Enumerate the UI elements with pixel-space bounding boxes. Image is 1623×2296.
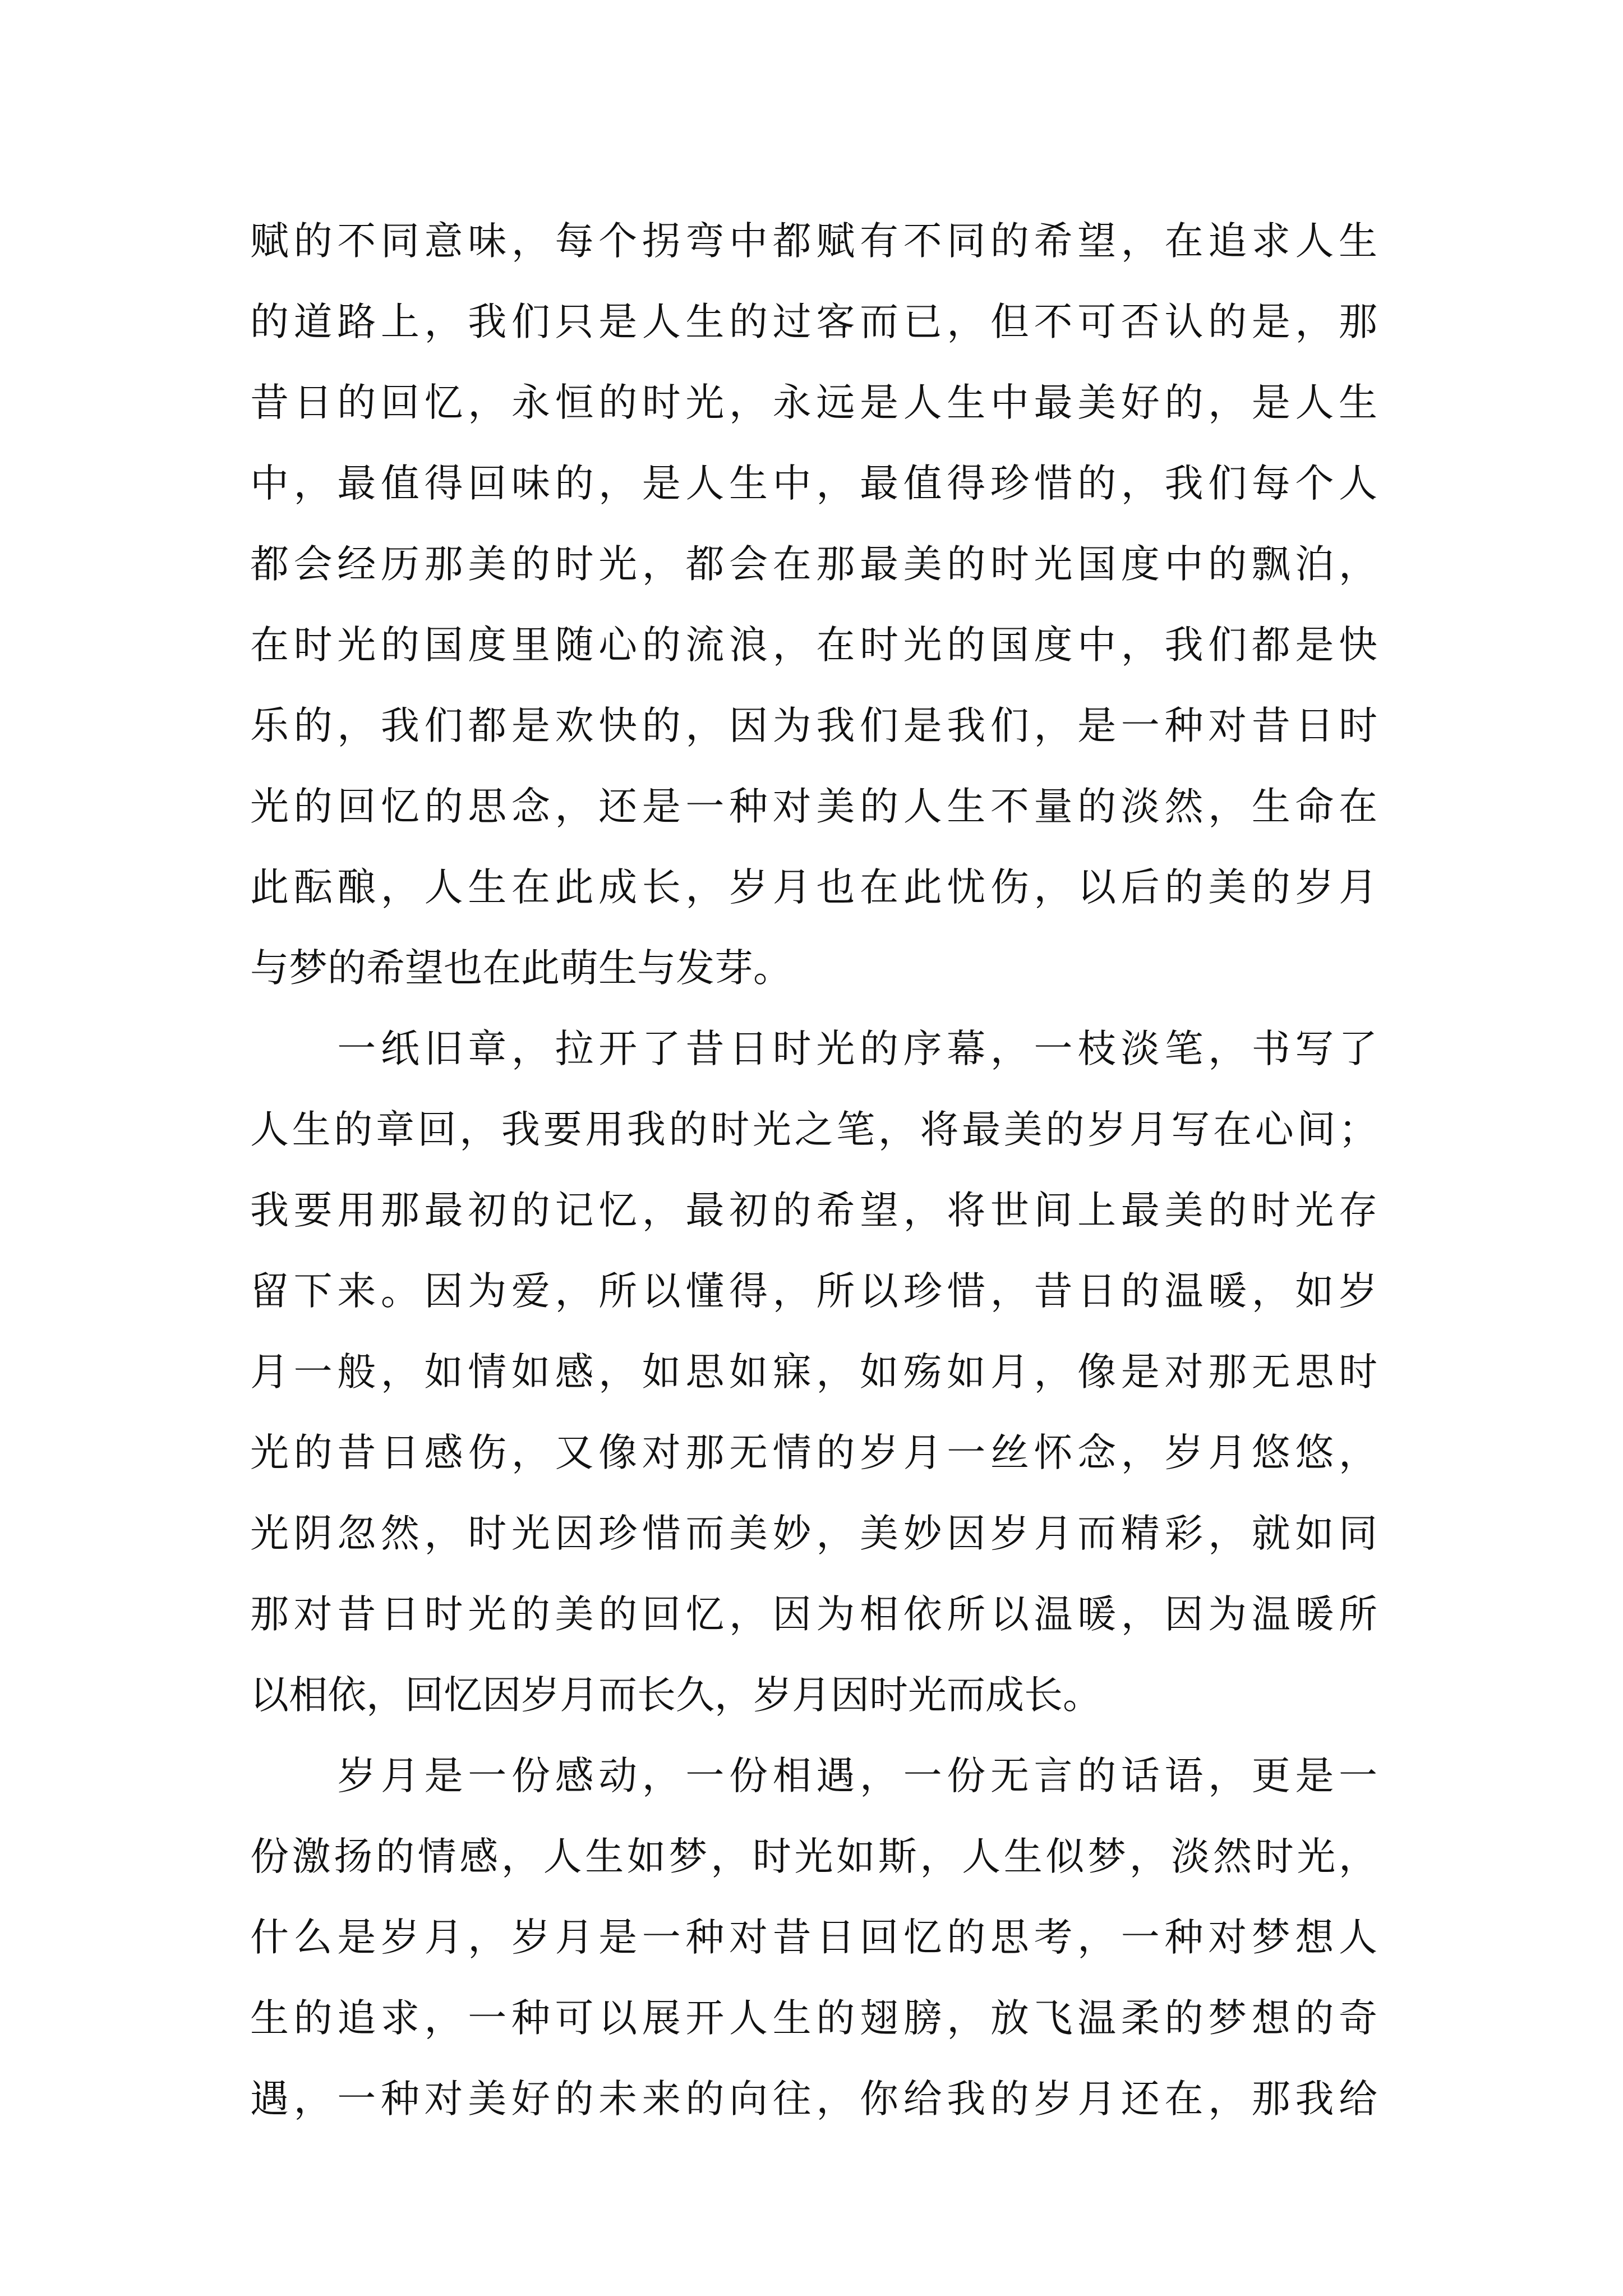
text-line: 份激扬的情感，人生如梦，时光如斯，人生似梦，淡然时光， bbox=[250, 1834, 1377, 1879]
text-line: 赋的不同意味，每个拐弯中都赋有不同的希望，在追求人生 bbox=[250, 219, 1377, 264]
text-line: 我要用那最初的记忆，最初的希望，将世间上最美的时光存 bbox=[250, 1188, 1377, 1233]
text-line: 以相依，回忆因岁月而长久，岁月因时光而成长。 bbox=[250, 1673, 1101, 1718]
text-line: 光的昔日感伤，又像对那无情的岁月一丝怀念，岁月悠悠， bbox=[250, 1430, 1377, 1475]
text-line: 的道路上，我们只是人生的过客而已，但不可否认的是，那 bbox=[250, 300, 1377, 344]
text-line: 那对昔日时光的美的回忆，因为相依所以温暖，因为温暖所 bbox=[250, 1592, 1377, 1637]
text-line: 光的回忆的思念，还是一种对美的人生不量的淡然，生命在 bbox=[250, 784, 1377, 829]
body-text bbox=[250, 201, 1377, 2139]
text-line: 月一般，如情如感，如思如寐，如殇如月，像是对那无思时 bbox=[250, 1350, 1377, 1395]
text-line: 什么是岁月，岁月是一种对昔日回忆的思考，一种对梦想人 bbox=[250, 1915, 1377, 1960]
text-line: 岁月是一份感动，一份相遇，一份无言的话语，更是一 bbox=[250, 1754, 1377, 1798]
text-line: 在时光的国度里随心的流浪，在时光的国度中，我们都是快 bbox=[250, 623, 1377, 668]
text-line: 留下来。因为爱，所以懂得，所以珍惜，昔日的温暖，如岁 bbox=[250, 1269, 1377, 1314]
text-line: 一纸旧章，拉开了昔日时光的序幕，一枝淡笔，书写了 bbox=[250, 1027, 1377, 1071]
text-line: 人生的章回，我要用我的时光之笔，将最美的岁月写在心间； bbox=[250, 1107, 1377, 1152]
text-line: 遇，一种对美好的未来的向往，你给我的岁月还在，那我给 bbox=[250, 2077, 1377, 2122]
text-line: 昔日的回忆，永恒的时光，永远是人生中最美好的，是人生 bbox=[250, 380, 1377, 425]
text-line: 乐的，我们都是欢快的，因为我们是我们，是一种对昔日时 bbox=[250, 703, 1377, 748]
text-line: 光阴忽然，时光因珍惜而美妙，美妙因岁月而精彩，就如同 bbox=[250, 1511, 1377, 1556]
text-line: 生的追求，一种可以展开人生的翅膀，放飞温柔的梦想的奇 bbox=[250, 1996, 1377, 2041]
text-line: 此酝酿，人生在此成长，岁月也在此忧伤，以后的美的岁月 bbox=[250, 865, 1377, 910]
text-line: 中，最值得回味的，是人生中，最值得珍惜的，我们每个人 bbox=[250, 461, 1377, 506]
text-line: 都会经历那美的时光，都会在那最美的时光国度中的飘泊， bbox=[250, 542, 1377, 587]
text-line: 与梦的希望也在此萌生与发芽。 bbox=[250, 946, 792, 991]
